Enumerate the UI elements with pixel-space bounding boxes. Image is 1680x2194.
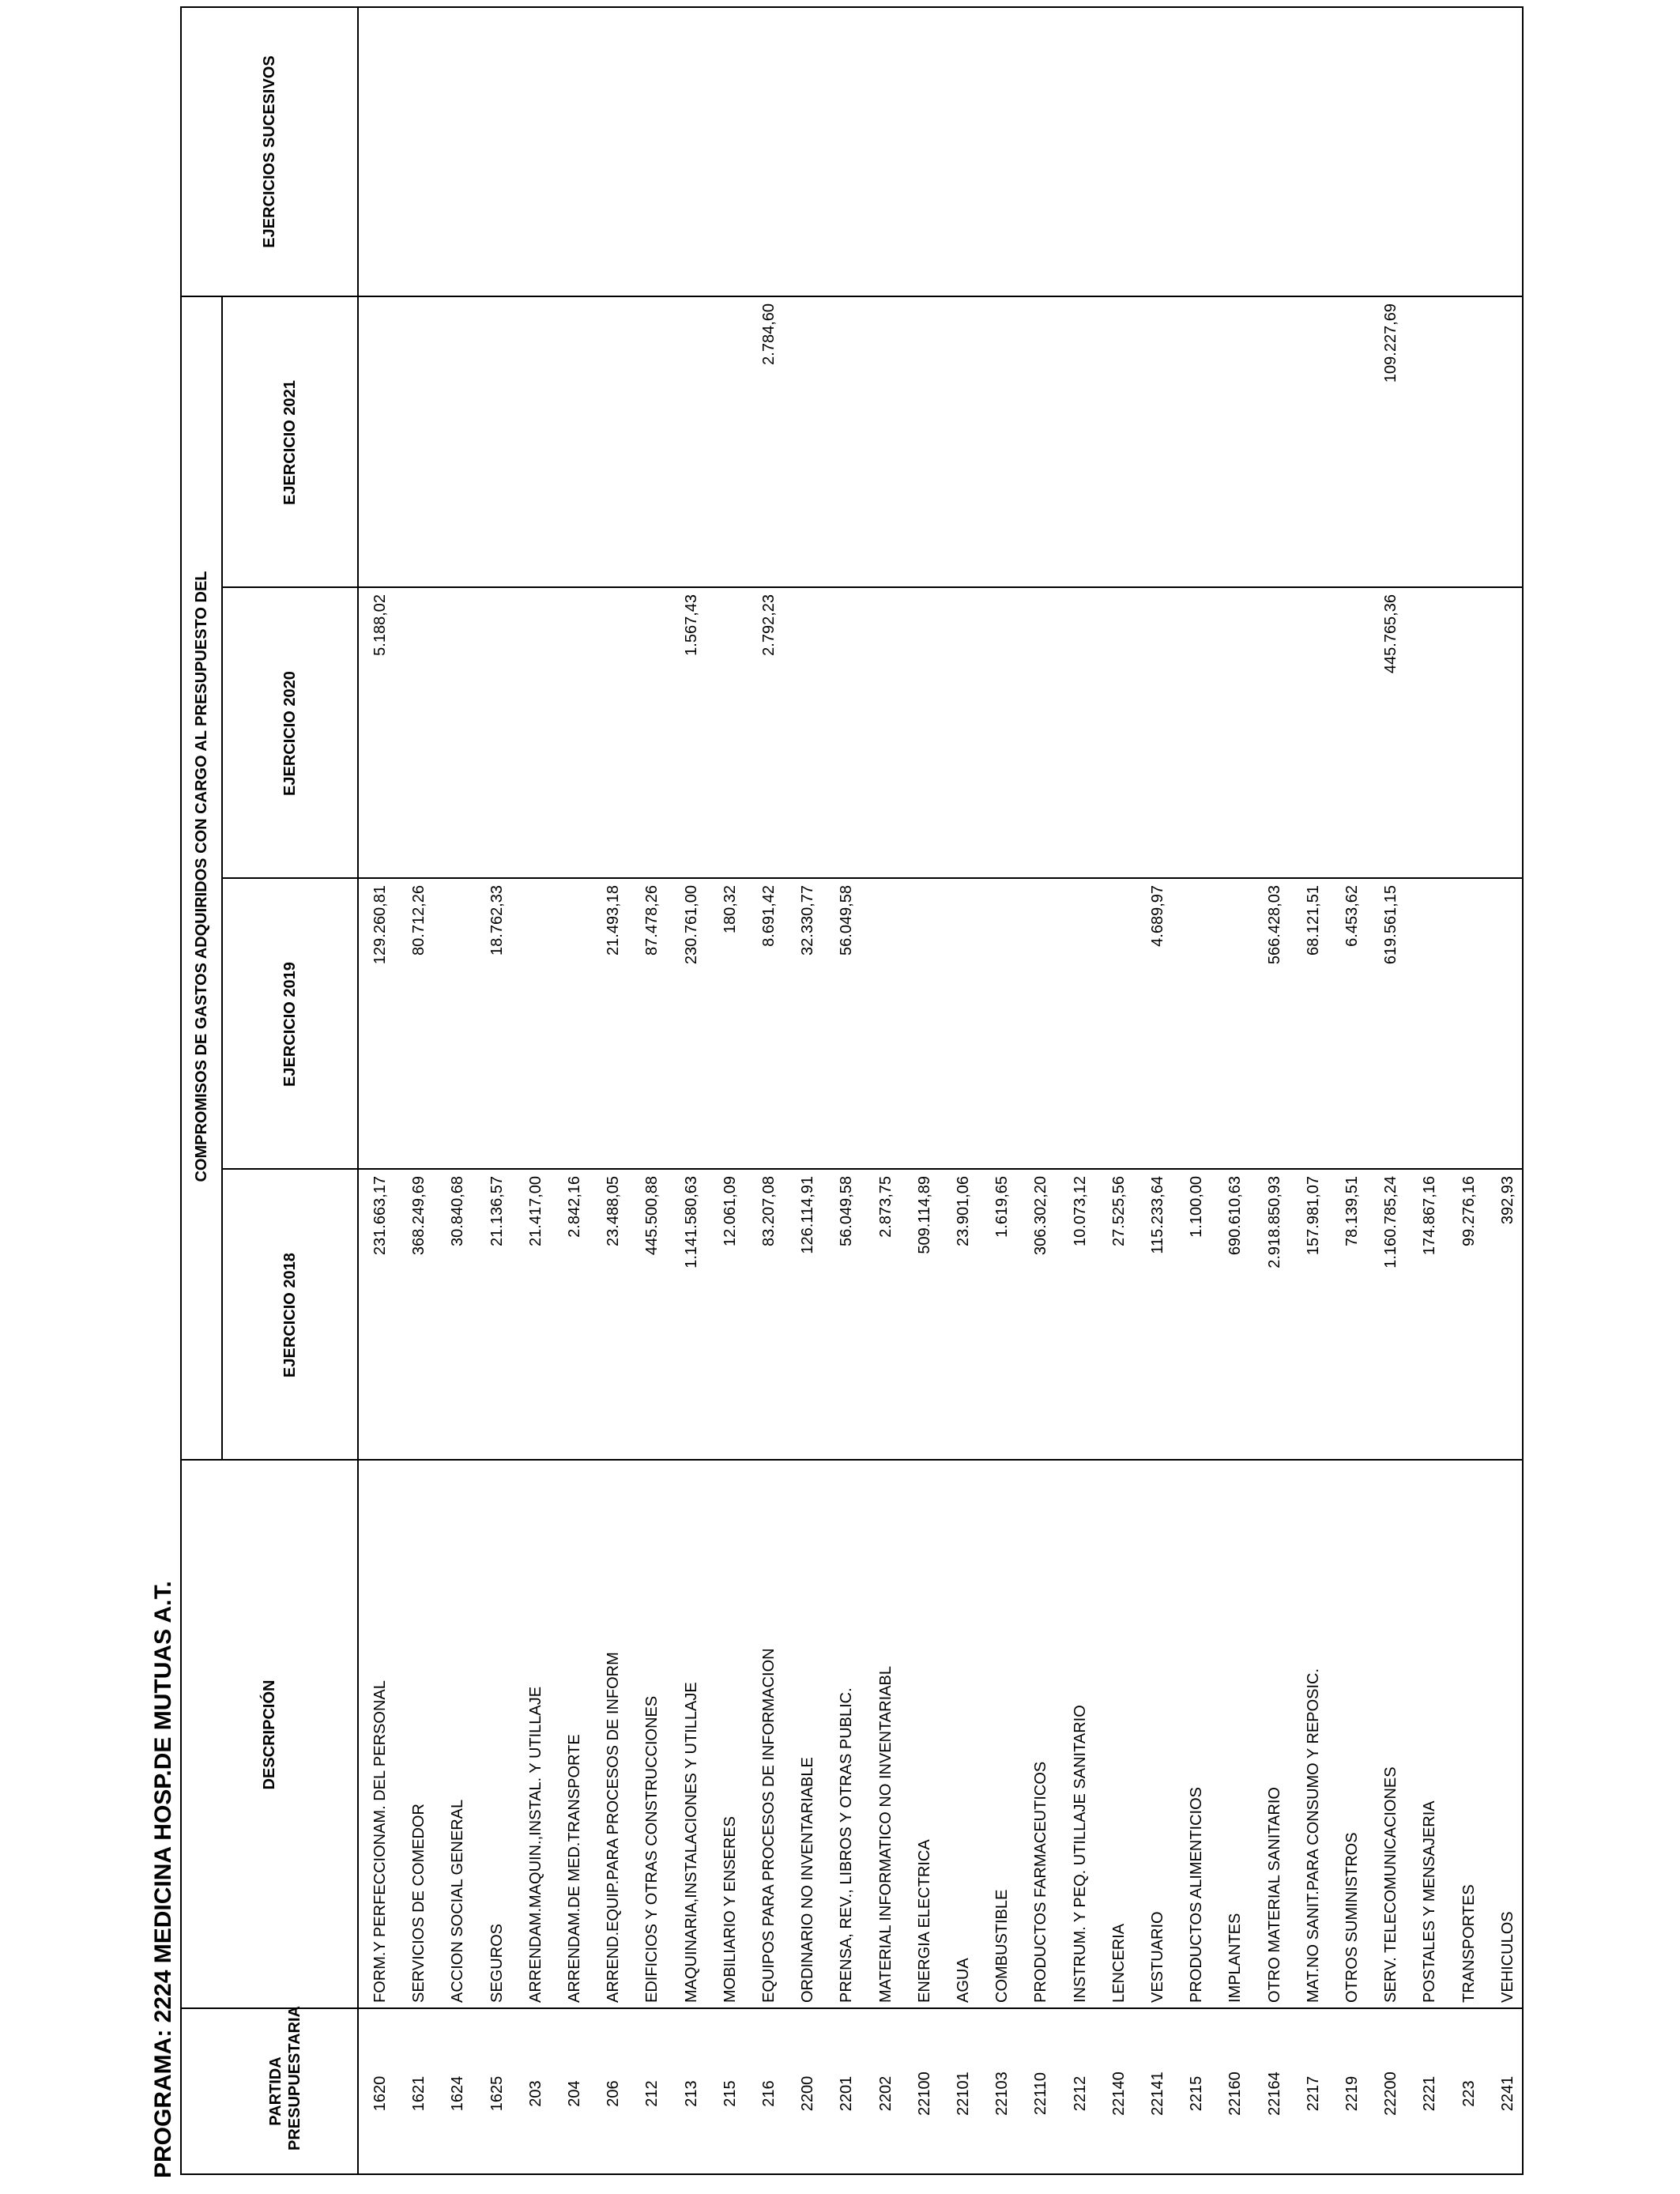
cell-ejercicio-2019: 566.428,03 [1265,885,1283,965]
cell-ejercicio-2019 [438,885,477,1165]
cell-ejercicio-2020 [1177,594,1216,874]
table-row [1138,5,1177,2173]
cell-ejercicio-2018: 2.873,75 [876,1176,895,1238]
cell-ejercicios-sucesivos [982,13,1022,292]
cell-ejercicio-2020 [1332,594,1372,874]
cell-ejercicio-2020 [788,594,827,874]
cell-ejercicio-2021 [399,303,439,583]
cell-ejercicios-sucesivos [1410,13,1449,292]
cell-ejercicio-2019: 87.478,26 [643,885,661,956]
cell-partida: 2241 [1498,2075,1516,2112]
cell-ejercicios-sucesivos [866,13,906,292]
cell-partida: 22160 [1226,2071,1245,2116]
cell-ejercicio-2018: 2.918.850,93 [1265,1176,1283,1269]
cell-ejercicio-2019 [1449,885,1489,1165]
cell-ejercicio-2021 [1060,303,1100,583]
cell-ejercicio-2021 [672,303,711,583]
cell-ejercicios-sucesivos [516,13,556,292]
cell-ejercicio-2020 [1021,594,1060,874]
cell-ejercicio-2020 [438,594,477,874]
cell-ejercicio-2021 [477,303,517,583]
cell-partida: 22141 [1149,2071,1166,2116]
cell-descripcion: PRODUCTOS FARMACEUTICOS [1032,1761,1050,2003]
cell-partida: 2215 [1188,2075,1206,2112]
cell-ejercicio-2019: 6.453,62 [1343,885,1361,947]
cell-ejercicio-2019: 8.691,42 [760,885,778,947]
cell-partida: 22164 [1265,2071,1283,2116]
cell-descripcion: SERV. TELECOMUNICACIONES [1382,1766,1400,2003]
cell-partida: 213 [682,2080,700,2107]
cell-ejercicios-sucesivos [1099,13,1139,292]
cell-ejercicio-2019: 80.712,26 [410,885,428,956]
cell-ejercicio-2021 [1332,303,1372,583]
cell-ejercicios-sucesivos [1488,13,1527,292]
cell-ejercicio-2020 [1255,594,1294,874]
header-ejercicio-2020: EJERCICIO 2020 [281,671,299,796]
cell-partida: 22140 [1109,2071,1128,2116]
cell-ejercicio-2018: 368.249,69 [410,1176,428,1256]
cell-descripcion: MAQUINARIA,INSTALACIONES Y UTILLAJE [682,1682,700,2003]
cell-ejercicio-2018: 306.302,20 [1032,1176,1050,1256]
budget-table [180,6,1524,2175]
cell-partida: 22103 [993,2071,1011,2116]
table-row [593,5,633,2173]
cell-ejercicio-2019 [1410,885,1449,1165]
cell-ejercicio-2020 [866,594,906,874]
cell-ejercicio-2020: 1.567,43 [682,594,700,656]
cell-ejercicio-2020 [1138,594,1177,874]
header-descripcion: DESCRIPCIÓN [261,1679,278,1790]
cell-ejercicio-2018: 1.141.580,63 [682,1176,700,1269]
cell-ejercicio-2018: 157.981,07 [1304,1176,1322,1256]
cell-ejercicio-2020 [477,594,517,874]
cell-ejercicios-sucesivos [1332,13,1372,292]
cell-descripcion: SERVICIOS DE COMEDOR [410,1804,428,2003]
cell-ejercicios-sucesivos [944,13,983,292]
table-row [710,5,750,2173]
table-row [749,5,789,2173]
cell-descripcion: VESTUARIO [1149,1911,1166,2003]
table-row [1177,5,1216,2173]
cell-ejercicio-2019: 4.689,97 [1149,885,1166,947]
cell-ejercicio-2020: 5.188,02 [371,594,389,656]
cell-partida: 22100 [915,2071,933,2116]
header-divider [357,6,359,2173]
cell-ejercicios-sucesivos [905,13,944,292]
cell-descripcion: INSTRUM. Y PEQ. UTILLAJE SANITARIO [1071,1705,1089,2003]
cell-partida: 2201 [838,2075,856,2112]
cell-partida: 216 [760,2080,778,2107]
cell-ejercicio-2019 [1488,885,1527,1165]
header-ejercicio-2018: EJERCICIO 2018 [281,1253,299,1378]
cell-ejercicio-2019: 230.761,00 [682,885,700,965]
cell-ejercicio-2019 [516,885,556,1165]
cell-ejercicio-2021 [905,303,944,583]
cell-descripcion: ENERGIA ELECTRICA [915,1839,933,2003]
cell-partida: 1621 [410,2075,428,2112]
cell-ejercicio-2021 [632,303,672,583]
cell-ejercicio-2020 [632,594,672,874]
cell-ejercicios-sucesivos [1449,13,1489,292]
table-row [555,5,594,2173]
cell-ejercicio-2021 [1294,303,1333,583]
cell-ejercicio-2021 [788,303,827,583]
cell-ejercicios-sucesivos [477,13,517,292]
table-row [827,5,866,2173]
cell-ejercicio-2019 [944,885,983,1165]
cell-ejercicios-sucesivos [749,13,789,292]
cell-ejercicio-2018: 56.049,58 [838,1176,856,1246]
cell-ejercicio-2020 [516,594,556,874]
cell-ejercicio-2021 [982,303,1022,583]
table-row [905,5,944,2173]
cell-ejercicio-2021 [1449,303,1489,583]
cell-ejercicio-2019 [905,885,944,1165]
cell-ejercicio-2021 [1021,303,1060,583]
cell-ejercicio-2019 [1099,885,1139,1165]
cell-ejercicio-2020 [1410,594,1449,874]
cell-descripcion: OTRO MATERIAL SANITARIO [1265,1787,1283,2003]
cell-descripcion: POSTALES Y MENSAJERIA [1421,1800,1439,2003]
cell-ejercicios-sucesivos [1021,13,1060,292]
table-row [1371,5,1411,2173]
table-row [672,5,711,2173]
cell-ejercicio-2021 [944,303,983,583]
cell-descripcion: EQUIPOS PARA PROCESOS DE INFORMACION [760,1648,778,2003]
cell-ejercicio-2018: 115.233,64 [1149,1176,1166,1254]
cell-partida: 215 [721,2080,739,2107]
table-row [1021,5,1060,2173]
cell-ejercicio-2020: 2.792,23 [760,594,778,656]
cell-descripcion: AGUA [955,1958,972,2003]
cell-descripcion: PRENSA, REV., LIBROS Y OTRAS PUBLIC. [838,1687,856,2003]
table-row [1060,5,1100,2173]
cell-ejercicios-sucesivos [827,13,866,292]
cell-ejercicio-2018: 1.100,00 [1188,1176,1206,1238]
cell-partida: 2217 [1304,2075,1322,2112]
cell-ejercicios-sucesivos [1294,13,1333,292]
cell-partida: 22110 [1032,2071,1050,2116]
cell-partida: 2212 [1071,2075,1089,2112]
table-row [516,5,556,2173]
cell-ejercicios-sucesivos [1138,13,1177,292]
cell-ejercicio-2019: 619.561,15 [1382,885,1400,965]
cell-ejercicios-sucesivos [1371,13,1411,292]
cell-ejercicio-2018: 78.139,51 [1343,1176,1361,1246]
table-row [1449,5,1489,2173]
cell-ejercicio-2019 [982,885,1022,1165]
cell-ejercicio-2020: 445.765,36 [1382,594,1400,674]
cell-ejercicio-2018: 30.840,68 [449,1176,467,1246]
table-row [788,5,827,2173]
cell-partida: 22200 [1382,2071,1400,2116]
cell-descripcion: MAT.NO SANIT.PARA CONSUMO Y REPOSIC. [1304,1668,1322,2003]
cell-partida: 1625 [488,2075,506,2112]
cell-ejercicio-2019 [1060,885,1100,1165]
cell-ejercicio-2020 [905,594,944,874]
cell-ejercicio-2019 [555,885,594,1165]
cell-partida: 2219 [1343,2075,1361,2112]
cell-descripcion: EDIFICIOS Y OTRAS CONSTRUCCIONES [643,1695,661,2003]
cell-descripcion: VEHICULOS [1498,1911,1516,2003]
cell-ejercicio-2021 [516,303,556,583]
cell-ejercicio-2021 [1138,303,1177,583]
cell-ejercicio-2020 [1294,594,1333,874]
cell-ejercicio-2020 [555,594,594,874]
table-row [1215,5,1255,2173]
table-row [1099,5,1139,2173]
cell-descripcion: PRODUCTOS ALIMENTICIOS [1188,1786,1206,2003]
header-ejercicio-2019: EJERCICIO 2019 [281,962,299,1087]
cell-ejercicios-sucesivos [632,13,672,292]
cell-ejercicio-2020 [1060,594,1100,874]
cell-partida: 204 [566,2080,583,2107]
cell-ejercicio-2018: 10.073,12 [1071,1176,1089,1246]
table-row [399,5,439,2173]
cell-ejercicio-2021 [827,303,866,583]
cell-partida: 1624 [449,2075,467,2112]
cell-ejercicio-2018: 23.901,06 [955,1176,972,1246]
cell-ejercicio-2019: 68.121,51 [1304,885,1322,956]
cell-ejercicio-2021 [1255,303,1294,583]
cell-ejercicio-2018: 1.619,65 [993,1176,1011,1238]
table-row [438,5,477,2173]
cell-ejercicio-2021 [1410,303,1449,583]
cell-ejercicio-2018: 23.488,05 [605,1176,623,1246]
cell-ejercicios-sucesivos [672,13,711,292]
cell-ejercicio-2019: 180,32 [721,885,739,934]
cell-ejercicio-2019: 129.260,81 [371,885,389,965]
cell-descripcion: TRANSPORTES [1460,1884,1478,2003]
cell-descripcion: SEGUROS [488,1923,506,2003]
cell-ejercicio-2021: 2.784,60 [760,303,778,365]
cell-ejercicios-sucesivos [399,13,439,292]
cell-ejercicio-2019 [866,885,906,1165]
cell-ejercicio-2018: 690.610,63 [1226,1176,1245,1256]
cell-partida: 203 [526,2080,544,2107]
cell-ejercicio-2020 [1215,594,1255,874]
cell-ejercicio-2021 [1099,303,1139,583]
cell-partida: 223 [1460,2080,1478,2107]
cell-ejercicio-2021 [360,303,400,583]
cell-ejercicio-2018: 21.417,00 [526,1176,544,1246]
cell-ejercicio-2018: 83.207,08 [760,1176,778,1246]
cell-descripcion: ACCION SOCIAL GENERAL [449,1799,467,2003]
cell-descripcion: ARREND.EQUIP.PARA PROCESOS DE INFORM [605,1652,623,2003]
cell-descripcion: MATERIAL INFORMATICO NO INVENTARIABL [876,1666,895,2003]
cell-ejercicios-sucesivos [1215,13,1255,292]
cell-descripcion: OTROS SUMINISTROS [1343,1832,1361,2003]
cell-ejercicio-2019: 32.330,77 [799,885,817,956]
cell-descripcion: FORM.Y PERFECCIONAM. DEL PERSONAL [371,1680,389,2003]
cell-ejercicios-sucesivos [788,13,827,292]
cell-ejercicio-2020 [1488,594,1527,874]
cell-partida: 206 [605,2080,623,2107]
table-row [1294,5,1333,2173]
table-row [944,5,983,2173]
cell-ejercicio-2020 [710,594,750,874]
cell-partida: 1620 [371,2075,389,2112]
cell-ejercicio-2021 [593,303,633,583]
cell-ejercicio-2019 [1021,885,1060,1165]
cell-ejercicios-sucesivos [1177,13,1216,292]
table-row [982,5,1022,2173]
cell-ejercicio-2018: 509.114,89 [915,1176,933,1254]
header-ejercicios-sucesivos: EJERCICIOS SUCESIVOS [261,55,278,248]
cell-ejercicio-2021: 109.227,69 [1382,303,1400,383]
cell-ejercicios-sucesivos [360,13,400,292]
cell-ejercicio-2018: 174.867,16 [1421,1176,1439,1256]
cell-ejercicio-2018: 27.525,56 [1109,1176,1128,1246]
cell-partida: 2221 [1421,2075,1439,2112]
cell-ejercicio-2018: 231.663,17 [371,1176,389,1256]
cell-ejercicio-2021 [1177,303,1216,583]
cell-partida: 22101 [955,2071,972,2116]
cell-ejercicios-sucesivos [1255,13,1294,292]
cell-ejercicio-2021 [1215,303,1255,583]
cell-ejercicio-2018: 2.842,16 [566,1176,583,1238]
cell-ejercicios-sucesivos [710,13,750,292]
cell-ejercicio-2018: 1.160.785,24 [1382,1176,1400,1269]
cell-ejercicio-2021 [710,303,750,583]
cell-ejercicio-2018: 126.114,91 [799,1176,817,1254]
cell-ejercicio-2021 [1488,303,1527,583]
header-ejercicio-2021: EJERCICIO 2021 [281,380,299,505]
header-compromisos-group: COMPROMISOS DE GASTOS ADQUIRIDOS CON CARGO AL PRESUPUESTO DEL [192,571,210,1182]
cell-ejercicio-2018: 12.061,09 [721,1176,739,1246]
cell-ejercicio-2019: 56.049,58 [838,885,856,956]
cell-descripcion: LENCERIA [1109,1923,1128,2003]
cell-ejercicio-2020 [399,594,439,874]
cell-descripcion: ARRENDAM.DE MED.TRANSPORTE [566,1734,583,2003]
cell-ejercicio-2021 [555,303,594,583]
cell-ejercicio-2018: 99.276,16 [1460,1176,1478,1246]
table-row [1332,5,1372,2173]
cell-ejercicio-2018: 445.500,88 [643,1176,661,1256]
cell-ejercicio-2020 [944,594,983,874]
cell-descripcion: ARRENDAM.MAQUIN.,INSTAL. Y UTILLAJE [526,1686,544,2003]
cell-descripcion: MOBILIARIO Y ENSERES [721,1815,739,2003]
cell-ejercicio-2020 [827,594,866,874]
cell-partida: 212 [643,2080,661,2107]
header-partida: PARTIDA PRESUPUESTARIA [267,2006,303,2151]
cell-ejercicio-2020 [1099,594,1139,874]
cell-ejercicio-2020 [1449,594,1489,874]
cell-ejercicios-sucesivos [555,13,594,292]
cell-ejercicio-2018: 21.136,57 [488,1176,506,1246]
cell-ejercicio-2019: 18.762,33 [488,885,506,956]
cell-ejercicio-2021 [866,303,906,583]
cell-ejercicios-sucesivos [438,13,477,292]
cell-partida: 2200 [799,2075,817,2112]
cell-ejercicio-2018: 392,93 [1498,1176,1516,1225]
cell-ejercicios-sucesivos [593,13,633,292]
table-row [632,5,672,2173]
table-row [1410,5,1449,2173]
cell-ejercicio-2019: 21.493,18 [605,885,623,956]
cell-descripcion: IMPLANTES [1226,1913,1245,2003]
table-row [866,5,906,2173]
cell-ejercicio-2020 [593,594,633,874]
table-row [1488,5,1527,2173]
table-row [477,5,517,2173]
cell-ejercicios-sucesivos [1060,13,1100,292]
page-title: PROGRAMA: 2224 MEDICINA HOSP.DE MUTUAS A.T. [150,1581,176,2178]
cell-partida: 2202 [876,2075,895,2112]
cell-ejercicio-2019 [1177,885,1216,1165]
cell-ejercicio-2021 [438,303,477,583]
cell-ejercicio-2019 [1215,885,1255,1165]
table-row [360,5,400,2173]
cell-ejercicio-2020 [982,594,1022,874]
table-row [1255,5,1294,2173]
cell-descripcion: COMBUSTIBLE [993,1889,1011,2003]
cell-descripcion: ORDINARIO NO INVENTARIABLE [799,1757,817,2003]
